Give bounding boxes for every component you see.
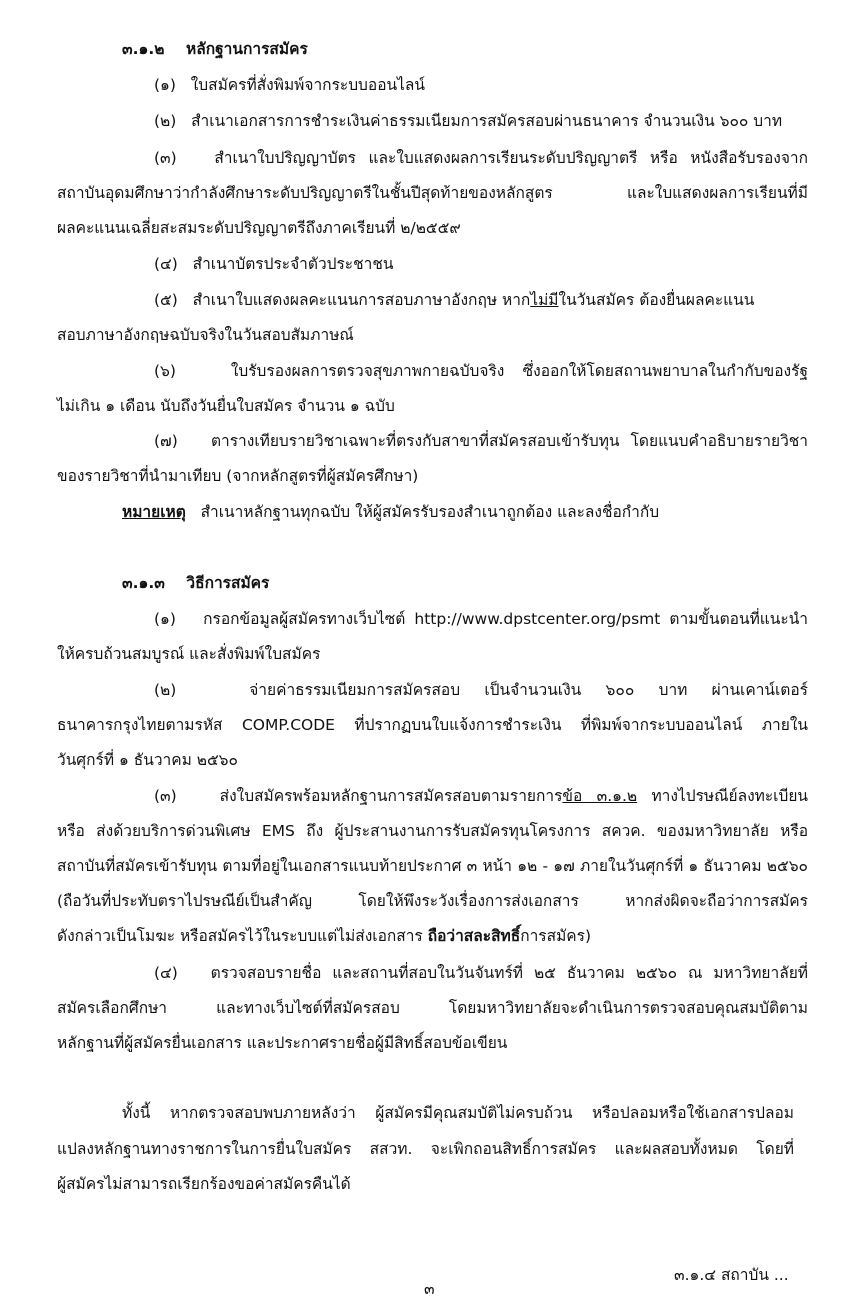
page-number: ๓ <box>424 1280 435 1298</box>
item-text-underlined: ไม่มี <box>530 291 559 309</box>
section-312-heading <box>122 36 308 62</box>
item-text-part: ส่งใบสมัครพร้อมหลักฐานการสมัครสอบตามรายการ <box>219 787 563 805</box>
paragraph-line: ของรายวิชาที่นำมาเทียบ (จากหลักสูตรที่ผู้สมัครศึกษา) <box>57 467 419 485</box>
item-text-part: ในวันสมัคร ต้องยื่นผลคะแนน <box>558 291 755 309</box>
list-item <box>154 72 425 98</box>
paragraph-line: ไม่เกิน ๑ เดือน นับถึงวันยื่นใบสมัคร จำนวน ๑ ฉบับ <box>57 397 395 415</box>
list-item <box>154 251 393 277</box>
section-313-title: วิธีการสมัคร <box>186 574 270 592</box>
list-item <box>154 606 808 632</box>
paragraph-line: ให้ครบถ้วนสมบูรณ์ และสั่งพิมพ์ใบสมัคร <box>57 645 321 663</box>
item-marker: (๖) <box>154 362 176 380</box>
item-marker: (๓) <box>154 787 177 805</box>
section-312-title: หลักฐานการสมัคร <box>186 40 308 58</box>
list-item <box>154 287 754 313</box>
paragraph-line: หลักฐานที่ผู้สมัครยื่นเอกสาร และประกาศรายชื่อผู้มีสิทธิ์สอบข้อเขียน <box>57 1034 508 1052</box>
paragraph-line: สอบภาษาอังกฤษฉบับจริงในวันสอบสัมภาษณ์ <box>57 326 354 344</box>
section-312-number: ๓.๑.๒ <box>122 40 165 58</box>
section-313-heading <box>122 570 269 596</box>
item-text-part: สำเนาใบแสดงผลคะแนนการสอบภาษาอังกฤษ หาก <box>192 291 531 309</box>
item-text: สำเนาใบปริญญาบัตร และใบแสดงผลการเรียนระดับปริญญาตรี หรือ หนังสือรับรองจาก <box>214 149 808 167</box>
item-marker: (๒) <box>154 681 177 699</box>
list-item <box>154 428 808 454</box>
item-text: ใบสมัครที่สั่งพิมพ์จากระบบออนไลน์ <box>190 76 425 94</box>
emphasis-text: ถือว่าสละสิทธิ์ <box>427 927 521 945</box>
item-marker: (๔) <box>154 964 178 982</box>
next-section-reference: ๓.๑.๔ สถาบัน ... <box>674 1266 789 1284</box>
item-marker: (๑) <box>154 76 176 94</box>
item-marker: (๔) <box>154 255 178 273</box>
closing-line: ผู้สมัครไม่สามารถเรียกร้องขอค่าสมัครคืนได้ <box>57 1175 351 1193</box>
item-marker: (๓) <box>154 149 177 167</box>
note-text: สำเนาหลักฐานทุกฉบับ ให้ผู้สมัครรับรองสำเนาถูกต้อง และลงชื่อกำกับ <box>200 503 660 521</box>
item-text: สำเนาเอกสารการชำระเงินค่าธรรมเนียมการสมัครสอบผ่านธนาคาร จำนวนเงิน ๖๐๐ บาท <box>191 112 783 130</box>
paragraph-line: วันศุกร์ที่ ๑ ธันวาคม ๒๕๖๐ <box>57 751 238 769</box>
item-text: ใบรับรองผลการตรวจสุขภาพกายฉบับจริง ซึ่งออกให้โดยสถานพยาบาลในกำกับของรัฐ <box>230 362 809 380</box>
item-marker: (๒) <box>154 112 177 130</box>
item-text-underlined: ข้อ ๓.๑.๒ <box>562 787 638 805</box>
item-marker: (๑) <box>154 610 176 628</box>
list-item <box>154 108 844 134</box>
paragraph-line <box>57 923 591 949</box>
paragraph-line: สถาบันอุดมศึกษาว่ากำลังศึกษาระดับปริญญาตรีในชั้นปีสุดท้ายของหลักสูตร และใบแสดงผลการเรียนที่มี <box>57 184 808 202</box>
paragraph-line: ธนาคารกรุงไทยตามรหัส COMP.CODE ที่ปรากฏบนใบแจ้งการชำระเงิน ที่พิมพ์จากระบบออนไลน์ ภายใน <box>57 716 808 734</box>
section-313-number: ๓.๑.๓ <box>122 574 165 592</box>
paragraph-line: (ถือวันที่ประทับตราไปรษณีย์เป็นสำคัญ โดยให้พึงระวังเรื่องการส่งเอกสาร หากส่งผิดจะถือว่าการสมัคร <box>57 892 808 910</box>
line-part: ดังกล่าวเป็นโมฆะ หรือสมัครไว้ในระบบแต่ไม่ส่งเอกสาร <box>57 927 428 945</box>
closing-line: แปลงหลักฐานทางราชการในการยื่นใบสมัคร สสวท. จะเพิกถอนสิทธิ์การสมัคร และผลสอบทั้งหมด โดยที่ <box>57 1140 794 1158</box>
note <box>122 499 659 525</box>
line-part: การสมัคร) <box>520 927 592 945</box>
item-text: ตรวจสอบรายชื่อ และสถานที่สอบในวันจันทร์ที่ ๒๕ ธันวาคม ๒๕๖๐ ณ มหาวิทยาลัยที่ <box>210 964 808 982</box>
item-marker: (๗) <box>154 432 178 450</box>
list-item <box>154 783 808 809</box>
paragraph-line: หรือ ส่งด้วยบริการด่วนพิเศษ EMS ถึง ผู้ประสานงานการรับสมัครทุนโครงการ สควค. ของมหาวิทยาลัย หรือ <box>57 822 808 840</box>
item-text: ตารางเทียบรายวิชาเฉพาะที่ตรงกับสาขาที่สมัครสอบเข้ารับทุน โดยแนบคำอธิบายรายวิชา <box>210 432 808 450</box>
item-text: กรอกข้อมูลผู้สมัครทางเว็บไซต์ http://www.dpstcenter.org/psmt ตามขั้นตอนที่แนะนำ <box>203 610 808 628</box>
list-item <box>154 358 808 384</box>
closing-line: ทั้งนี้ หากตรวจสอบพบภายหลังว่า ผู้สมัครมีคุณสมบัติไม่ครบถ้วน หรือปลอมหรือใช้เอกสารปลอม <box>122 1104 794 1122</box>
item-text-part: ทางไปรษณีย์ลงทะเบียน <box>637 787 808 805</box>
paragraph-line: ผลคะแนนเฉลี่ยสะสมระดับปริญญาตรีถึงภาคเรียนที่ ๒/๒๕๕๙ <box>57 219 461 237</box>
list-item <box>154 145 808 171</box>
list-item <box>154 677 808 703</box>
paragraph-line: สถาบันที่สมัครเข้ารับทุน ตามที่อยู่ในเอกสารแนบท้ายประกาศ ๓ หน้า ๑๒ - ๑๗ ภายในวันศุกร์ที่ ๑ ธันวาคม ๒๕๖๐ <box>57 857 808 875</box>
note-label: หมายเหตุ <box>122 503 186 521</box>
item-text: จ่ายค่าธรรมเนียมการสมัครสอบ เป็นจำนวนเงิน ๖๐๐ บาท ผ่านเคาน์เตอร์ <box>249 681 809 699</box>
item-marker: (๕) <box>154 291 178 309</box>
paragraph-line: สมัครเลือกศึกษา และทางเว็บไซต์ที่สมัครสอบ โดยมหาวิทยาลัยจะดำเนินการตรวจสอบคุณสมบัติตาม <box>57 999 808 1017</box>
list-item <box>154 960 808 986</box>
item-text: สำเนาบัตรประจำตัวประชาชน <box>192 255 394 273</box>
